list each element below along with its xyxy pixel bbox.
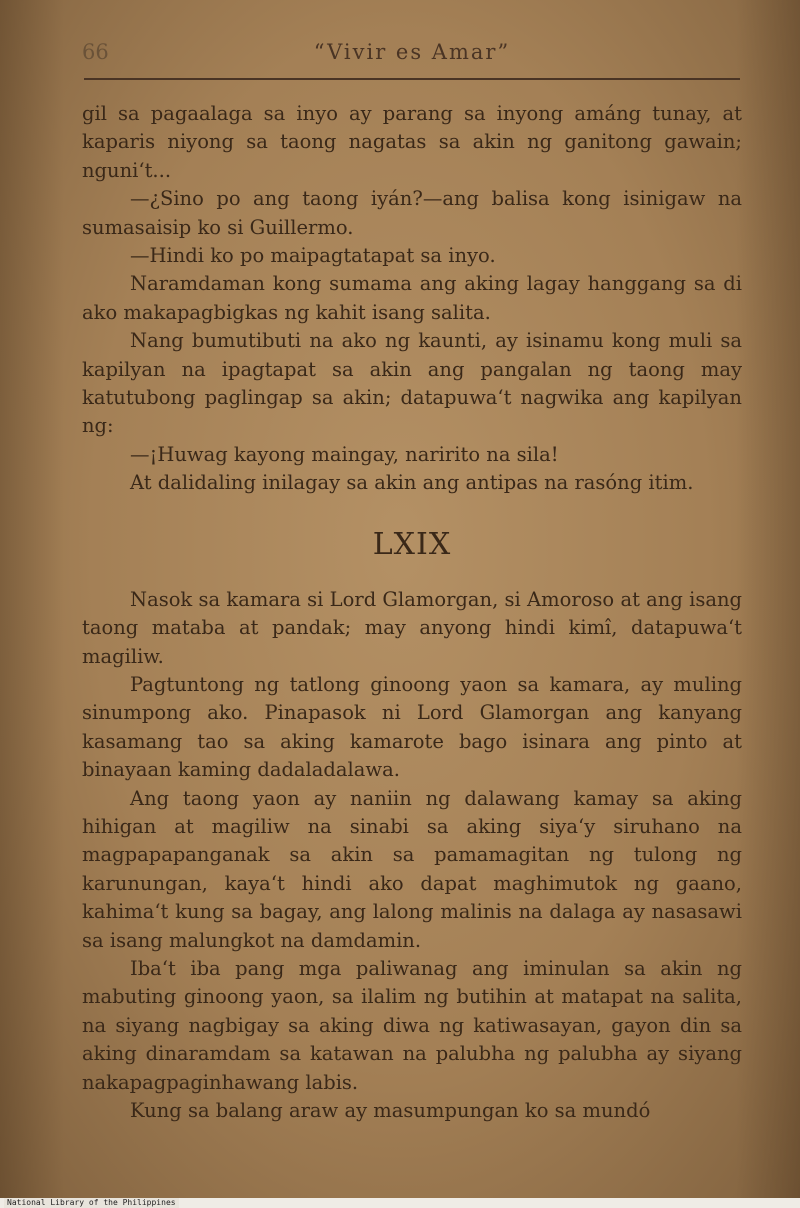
paragraph: Nasok sa kamara si Lord Glamorgan, si Amoroso at ang isang taong mataba at pandak; may anyong hindi kimî, datapuwa‘t magiliw. bbox=[82, 587, 742, 668]
paragraph: Naramdaman kong sumama ang aking lagay hanggang sa di ako makapagbigkas ng kahit isang salita. bbox=[82, 272, 742, 324]
paragraph: Ang taong yaon ay naniin ng dalawang kamay sa aking hihigan at magiliw na sinabi sa aking siya‘y siruhano na magpapapanganak sa akin sa pamamagitan ng tulong ng karunungan, kaya‘t hindi ako dapat maghimutok ng gaano, kahima‘t kung sa bagay, ang lalong malinis na dalaga ay nasasawi sa isang malungkot na damdamin. bbox=[82, 786, 742, 952]
paragraph: Nang bumutibuti na ako ng kaunti, ay isinamu kong muli sa kapilyan na ipagtapat sa akin ang pangalan ng taong may katutubong paglingap sa akin; datapuwa‘t nagwika ang kapilyan ng: bbox=[82, 329, 742, 438]
body-text bbox=[82, 100, 742, 1125]
paragraph: Pagtuntong ng tatlong ginoong yaon sa kamara, ay muling sinumpong ako. Pinapasok ni Lord Glamorgan ang kanyang kasamang tao sa aking kamarote bago isinara ang pinto at binayaan kaming dadaladalawa. bbox=[82, 672, 742, 782]
paragraph: —Hindi ko po maipagtatapat sa inyo. bbox=[130, 244, 496, 268]
paragraph: At dalidaling inilagay sa akin ang antipas na rasóng itim. bbox=[130, 471, 694, 495]
paragraph: —¡Huwag kayong maingay, naririto na sila! bbox=[130, 442, 559, 466]
chapter-heading: LXIX bbox=[372, 526, 452, 562]
header-rule bbox=[84, 78, 740, 80]
paragraph: Kung sa balang araw ay masumpungan ko sa mundó bbox=[130, 1099, 651, 1122]
page-number: 66 bbox=[82, 40, 109, 64]
running-title: “Vivir es Amar” bbox=[313, 40, 511, 64]
page-header bbox=[82, 40, 742, 80]
library-credit: National Library of the Philippines bbox=[4, 1198, 179, 1208]
paragraph: Iba‘t iba pang mga paliwanag ang iminulan sa akin ng mabuting ginoong yaon, sa ilalim ng butihin at matapat na salita, na siyang nagbigay sa aking diwa ng katiwasayan, gayon din sa aking dinaramdam sa katawan na palubha ng palubha ay siyang nakapagpaginhawang labis. bbox=[82, 956, 742, 1094]
paragraph: —¿Sino po ang taong iyán?—ang balisa kong isinigaw na sumasaisip ko si Guillermo. bbox=[82, 187, 742, 239]
paragraph: gil sa pagaalaga sa inyo ay parang sa inyong amáng tunay, at kaparis niyong sa taong nagatas sa akin ng ganitong gawain; nguni‘t... bbox=[82, 102, 742, 182]
